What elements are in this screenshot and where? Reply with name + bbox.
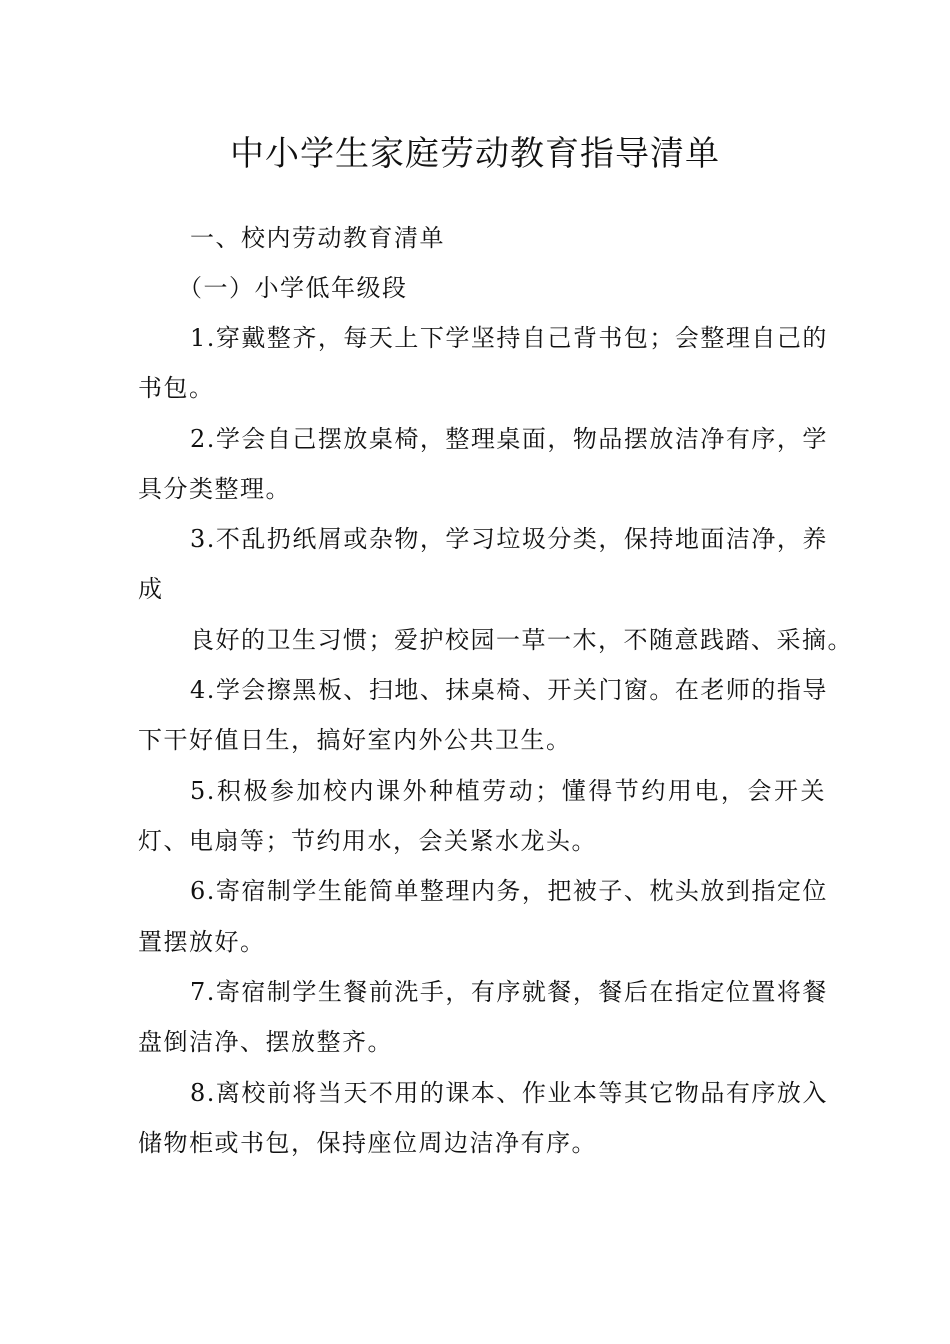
list-item-8-line-1: 8.离校前将当天不用的课本、作业本等其它物品有序放入 bbox=[190, 1079, 828, 1107]
list-item-5-line-1: 5.积极参加校内课外种植劳动；懂得节约用电，会开关 bbox=[190, 777, 826, 805]
list-item-3-line-2: 成 bbox=[138, 575, 164, 603]
list-item-1-line-1: 1.穿戴整齐，每天上下学坚持自己背书包；会整理自己的 bbox=[190, 324, 828, 352]
list-item-5-line-2: 灯、电扇等；节约用水，会关紧水龙头。 bbox=[138, 827, 597, 855]
section-heading: 一、校内劳动教育清单 bbox=[190, 224, 445, 252]
list-item-2-line-1: 2.学会自己摆放桌椅，整理桌面，物品摆放洁净有序，学 bbox=[190, 425, 828, 453]
document-title: 中小学生家庭劳动教育指导清单 bbox=[230, 134, 720, 174]
list-item-6-line-2: 置摆放好。 bbox=[138, 928, 266, 956]
list-item-7-line-1: 7.寄宿制学生餐前洗手，有序就餐，餐后在指定位置将餐 bbox=[190, 978, 828, 1006]
list-item-1-line-2: 书包。 bbox=[138, 374, 215, 402]
list-item-3-line-1: 3.不乱扔纸屑或杂物，学习垃圾分类，保持地面洁净，养 bbox=[190, 525, 828, 553]
list-item-2-line-2: 具分类整理。 bbox=[138, 475, 291, 503]
list-item-7-line-2: 盘倒洁净、摆放整齐。 bbox=[138, 1028, 393, 1056]
subsection-heading: （一）小学低年级段 bbox=[178, 274, 408, 302]
list-item-6-line-1: 6.寄宿制学生能简单整理内务，把被子、枕头放到指定位 bbox=[190, 877, 828, 905]
list-item-4-line-1: 4.学会擦黑板、扫地、抹桌椅、开关门窗。在老师的指导 bbox=[190, 676, 828, 704]
list-item-3-line-3: 良好的卫生习惯；爱护校园一草一木，不随意践踏、采摘。 bbox=[190, 626, 853, 654]
list-item-4-line-2: 下干好值日生，搞好室内外公共卫生。 bbox=[138, 726, 572, 754]
list-item-8-line-2: 储物柜或书包，保持座位周边洁净有序。 bbox=[138, 1129, 597, 1157]
